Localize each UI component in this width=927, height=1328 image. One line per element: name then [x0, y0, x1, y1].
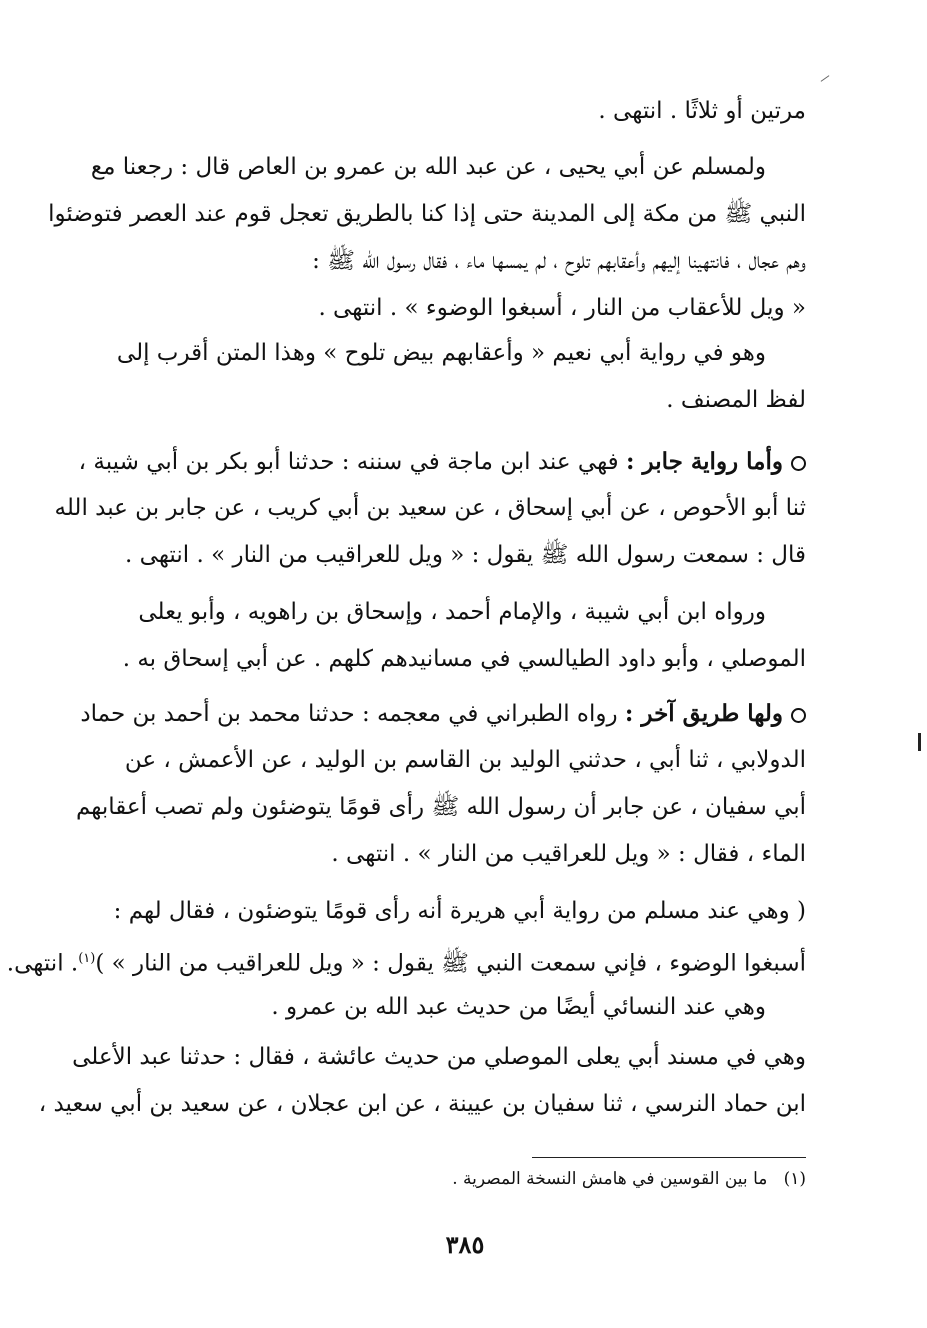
text-line: [78, 438, 806, 485]
page-number: ٣٨٥: [445, 1230, 485, 1259]
text-line: وهي في مسند أبي يعلى الموصلي من حديث عائشة ، فقال : حدثنا عبد الأعلى: [72, 1044, 806, 1070]
paragraph: [54, 438, 806, 579]
page-corner-mark: [821, 75, 830, 82]
text-line: « ويل للأعقاب من النار ، أسبغوا الوضوء » . انتهى .: [318, 295, 806, 321]
page-edge-mark: [918, 733, 921, 751]
section-heading: ولها طريق آخر :: [624, 700, 783, 727]
footnote-number: (١): [783, 1169, 806, 1189]
section-heading: وأما رواية جابر :: [626, 448, 783, 475]
footnote: [380, 1165, 806, 1193]
text-line: ( وهي عند مسلم من رواية أبي هريرة أنه رأى قومًا يتوضئون ، فقال لهم :: [113, 898, 806, 924]
text-line: وهي عند النسائي أيضًا من حديث عبد الله بن عمرو .: [271, 994, 766, 1020]
text-line: وهم عجال ، فانتهينا إليهم وأعقابهم تلوح ، لم يمسها ماء ، فقال رسول الله ﷺ :: [312, 248, 806, 274]
paragraph: [38, 1034, 806, 1128]
section-circle-icon: [791, 708, 806, 723]
text-line: قال : سمعت رسول الله ﷺ يقول : « ويل للعراقيب من النار » . انتهى .: [125, 542, 806, 568]
footnote-divider: [532, 1157, 806, 1158]
text-line: الموصلي ، وأبو داود الطيالسي في مسانيدهم كلهم . عن أبي إسحاق به .: [122, 646, 806, 672]
text-line: الماء ، فقال : « ويل للعراقيب من النار » . انتهى .: [331, 841, 806, 867]
text-line: [6, 935, 806, 982]
text-line: لفظ المصنف .: [666, 387, 806, 413]
section-circle-icon: [791, 456, 806, 471]
footnote-reference: (١): [78, 951, 96, 966]
paragraph: [6, 888, 806, 982]
footnote-text: ما بين القوسين في هامش النسخة المصرية .: [452, 1169, 768, 1189]
paragraph: [78, 589, 806, 683]
text-span: . انتهى.: [6, 950, 79, 977]
text-line: وهو في رواية أبي نعيم « وأعقابهم بيض تلوح » وهذا المتن أقرب إلى: [116, 340, 766, 366]
paragraph: [48, 144, 806, 332]
paragraph: [78, 330, 806, 424]
text-line: أبي سفيان ، عن جابر أن رسول الله ﷺ رأى قومًا يتوضئون ولم تصب أعقابهم: [75, 794, 806, 820]
text-line: ابن حماد النرسي ، ثنا سفيان بن عيينة ، عن ابن عجلان ، عن سعيد بن أبي سعيد ،: [38, 1091, 806, 1117]
paragraph: [78, 984, 806, 1031]
text-span: أسبغوا الوضوء ، فإني سمعت النبي ﷺ يقول : « ويل للعراقيب من النار » ): [95, 950, 806, 977]
paragraph: [75, 690, 806, 878]
text-span: فهي عند ابن ماجة في سننه : حدثنا أبو بكر بن أبي شيبة ،: [78, 449, 619, 475]
text-line: ولمسلم عن أبي يحيى ، عن عبد الله بن عمرو بن العاص قال : رجعنا مع: [90, 154, 766, 180]
text-span: رواه الطبراني في معجمه : حدثنا محمد بن أحمد بن حماد: [80, 701, 618, 727]
text-line: ورواه ابن أبي شيبة ، والإمام أحمد ، وإسحاق بن راهويه ، وأبو يعلى: [138, 599, 766, 625]
paragraph: [78, 88, 806, 135]
text-line: مرتين أو ثلاثًا . انتهى .: [598, 98, 806, 124]
text-line: النبي ﷺ من مكة إلى المدينة حتى إذا كنا بالطريق تعجل قوم عند العصر فتوضئوا: [48, 201, 806, 227]
text-line: ثنا أبو الأحوص ، عن أبي إسحاق ، عن سعيد بن أبي كريب ، عن جابر بن عبد الله: [54, 495, 806, 521]
text-line: [78, 690, 806, 737]
text-line: الدولابي ، ثنا أبي ، حدثني الوليد بن القاسم بن الوليد ، عن الأعمش ، عن: [124, 747, 806, 773]
